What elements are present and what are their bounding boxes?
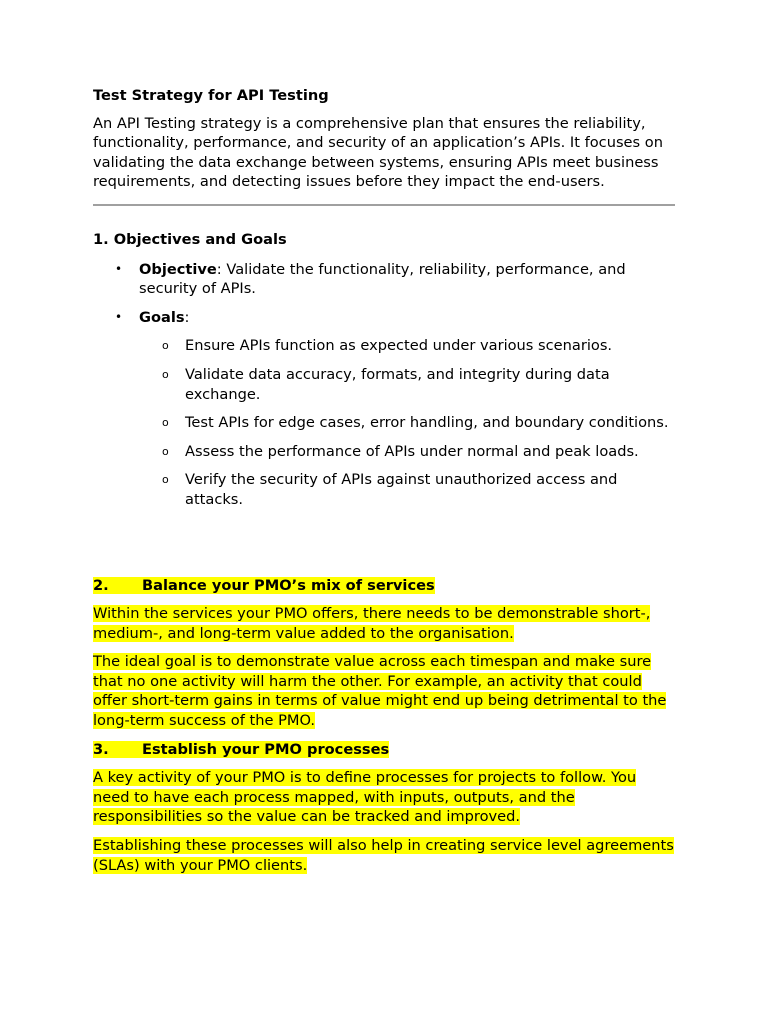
section-2-title: Balance your PMO’s mix of services (142, 576, 435, 594)
circle-bullet-icon: o (162, 367, 169, 381)
section-2-heading (93, 576, 675, 596)
goal-item (139, 336, 675, 356)
section-3-paragraph: Establishing these processes will also help in creating service level agreements (SLAs) with your PMO clients. (93, 837, 674, 874)
section-2-number: 2. (93, 576, 109, 594)
section-1-heading: 1. Objectives and Goals (93, 230, 287, 248)
document-title: Test Strategy for API Testing (93, 87, 329, 104)
intro-paragraph: An API Testing strategy is a comprehensive plan that ensures the reliability, functionality, performance, and security of an application’s APIs. It focuses on validating the data exchange between systems, ensuring APIs meet business requirements, and detecting issues before they impact the end-users. (93, 114, 663, 191)
spacer (93, 519, 675, 576)
goal-text: Assess the performance of APIs under normal and peak loads. (185, 442, 639, 460)
section-3-title: Establish your PMO processes (142, 740, 390, 758)
circle-bullet-icon: o (162, 444, 169, 458)
goal-item (139, 413, 675, 433)
circle-bullet-icon: o (162, 416, 169, 430)
goals-sublist (139, 336, 675, 509)
goals-label: Goals (139, 308, 185, 326)
objectives-list (93, 260, 675, 510)
objective-label: Objective (139, 260, 217, 278)
objective-item (93, 260, 675, 299)
bullet-icon: • (115, 309, 123, 324)
goal-text: Test APIs for edge cases, error handling, and boundary conditions. (185, 414, 669, 432)
section-3-paragraph: A key activity of your PMO is to define processes for projects to follow. You need to have each process mapped, with inputs, outputs, and the responsibilities so the value can be tracked and improved. (93, 769, 637, 826)
circle-bullet-icon: o (162, 339, 169, 353)
document-page (93, 86, 675, 884)
goals-item (93, 308, 675, 510)
bullet-icon: • (115, 261, 123, 276)
objective-text: : Validate the functionality, reliability, performance, and security of APIs. (139, 260, 626, 298)
goal-item (139, 365, 675, 404)
goal-item (139, 442, 675, 462)
goal-text: Validate data accuracy, formats, and integrity during data exchange. (185, 365, 610, 403)
circle-bullet-icon: o (162, 473, 169, 487)
goal-item (139, 470, 675, 509)
goal-text: Ensure APIs function as expected under various scenarios. (185, 337, 613, 355)
section-2-paragraph: Within the services your PMO offers, there needs to be demonstrable short-, medium-, and long-term value added to the organisation. (93, 605, 651, 642)
horizontal-rule (93, 204, 675, 206)
section-2-paragraph: The ideal goal is to demonstrate value across each timespan and make sure that no one activity will harm the other. For example, an activity that could offer short-term gains in terms of value might end up being detrimental to the long-term success of the PMO. (93, 653, 667, 730)
goal-text: Verify the security of APIs against unauthorized access and attacks. (185, 471, 618, 508)
goals-suffix: : (184, 308, 190, 326)
section-3-number: 3. (93, 740, 109, 758)
section-3-heading (93, 740, 675, 760)
